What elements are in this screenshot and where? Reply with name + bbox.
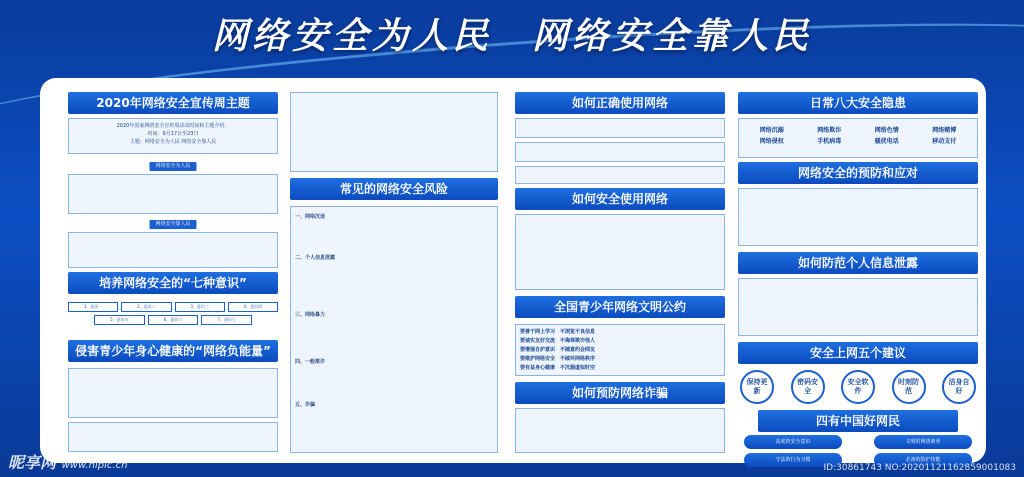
text-box <box>515 166 725 184</box>
advice-circle: 密码安全 <box>791 370 825 404</box>
four-good-title: 四有中国好网民 <box>758 410 958 432</box>
hazard-item: 网络赌博 <box>932 127 957 134</box>
advice-circle: 时刻防范 <box>892 370 926 404</box>
sub-title-2: 网络安全靠人民 <box>149 220 196 229</box>
pact-line: 要善于网上学习 不浏览不良信息 <box>520 329 596 335</box>
risk-text-box <box>290 206 498 453</box>
text-box <box>515 118 725 138</box>
week-info-line: 主题：网络安全为人民 网络安全靠人民 <box>129 139 217 145</box>
awareness-chip: 1、意识一 <box>68 302 118 312</box>
advice-circle: 洁身自好 <box>942 370 976 404</box>
awareness-row <box>68 315 278 325</box>
watermark-logo <box>8 450 127 473</box>
fraud-title: 如何预防网络诈骗 <box>515 382 725 404</box>
five-advice-title: 安全上网五个建议 <box>738 342 978 364</box>
text-box <box>68 174 278 214</box>
four-good-pill: 必备的防护技能 <box>874 453 972 467</box>
awareness-chip: 4、意识四 <box>228 302 278 312</box>
prevent-title: 网络安全的预防和应对 <box>738 162 978 184</box>
four-good-pill: 守法的行为习惯 <box>744 453 842 467</box>
four-good-pill: 高度的安全意识 <box>744 435 842 449</box>
column-2 <box>290 92 498 453</box>
privacy-title: 如何防范个人信息泄露 <box>738 252 978 274</box>
text-box <box>290 92 498 172</box>
hazard-box <box>738 118 978 158</box>
column-1 <box>68 92 278 453</box>
awareness-chip: 3、意识三 <box>175 302 225 312</box>
hazard-grid <box>745 127 971 146</box>
week-title: 2020年网络安全宣传周主题 <box>68 92 278 114</box>
hazard-title: 日常八大安全隐患 <box>738 92 978 114</box>
hazard-item: 手机病毒 <box>817 138 842 145</box>
sub-title-1: 网络安全为人民 <box>149 162 196 171</box>
text-box <box>68 368 278 418</box>
advice-circle: 保持更新 <box>740 370 774 404</box>
hazard-item: 网络沉溺 <box>759 127 784 134</box>
pact-line: 要增强自护意识 不随意约会网友 <box>520 347 596 353</box>
content-board <box>40 78 986 463</box>
safe-use-title: 如何安全使用网络 <box>515 188 725 210</box>
use-network-title: 如何正确使用网络 <box>515 92 725 114</box>
watermark-url: www.nipic.cn <box>61 460 128 471</box>
pact-line: 要维护网络安全 不破坏网络秩序 <box>520 356 596 362</box>
four-good-pill: 文明的网络素养 <box>874 435 972 449</box>
risk-item: 五、诈骗 <box>295 402 316 408</box>
text-box <box>738 278 978 336</box>
awareness-chip: 7、意识七 <box>201 315 252 325</box>
text-box <box>515 214 725 290</box>
risk-item: 二、个人信息泄露 <box>295 255 336 261</box>
risk-title: 常见的网络安全风险 <box>290 178 498 200</box>
hazard-item: 网络侵权 <box>759 138 784 145</box>
advice-circle: 安全软件 <box>841 370 875 404</box>
week-info-box <box>68 118 278 154</box>
text-box <box>68 422 278 452</box>
page-title: 网络安全为人民 网络安全靠人民 <box>211 15 812 57</box>
hazard-item: 网络色情 <box>874 127 899 134</box>
week-info-line: 2020年国家网络安全宣传周活动时间和主题介绍： <box>116 123 230 129</box>
image-id-label: ID:30861743 NO:20201121162859001083 <box>823 463 1016 473</box>
text-box <box>68 232 278 268</box>
risk-item: 三、网络暴力 <box>295 312 326 318</box>
column-3 <box>515 92 725 453</box>
text-box <box>515 142 725 162</box>
column-4 <box>738 92 978 463</box>
awareness-chip: 5、意识五 <box>94 315 145 325</box>
hazard-item: 骚扰电话 <box>874 138 899 145</box>
five-advice-row <box>738 370 978 404</box>
youth-title: 侵害青少年身心健康的“网络负能量” <box>68 340 278 362</box>
text-box <box>515 408 725 453</box>
text-box <box>738 188 978 246</box>
awareness-chip: 2、意识二 <box>121 302 171 312</box>
week-info-line: 时间：9月17日至23日 <box>147 131 199 137</box>
awareness-row <box>68 302 278 312</box>
seven-awareness-title: 培养网络安全的“七种意识” <box>68 272 278 294</box>
awareness-chip: 6、意识六 <box>148 315 199 325</box>
hazard-item: 网络欺诈 <box>817 127 842 134</box>
pact-line: 要诚实友好交流 不侮辱欺诈他人 <box>520 338 596 344</box>
pact-line: 要有益身心健康 不沉溺虚拟时空 <box>520 365 596 371</box>
risk-item: 一、网络沉迷 <box>295 214 326 220</box>
pact-title: 全国青少年网络文明公约 <box>515 296 725 318</box>
hazard-item: 移动支付 <box>932 138 957 145</box>
pact-box <box>515 324 725 376</box>
risk-item: 四、一般欺诈 <box>295 359 326 365</box>
watermark-text: 昵享网 <box>8 453 57 472</box>
